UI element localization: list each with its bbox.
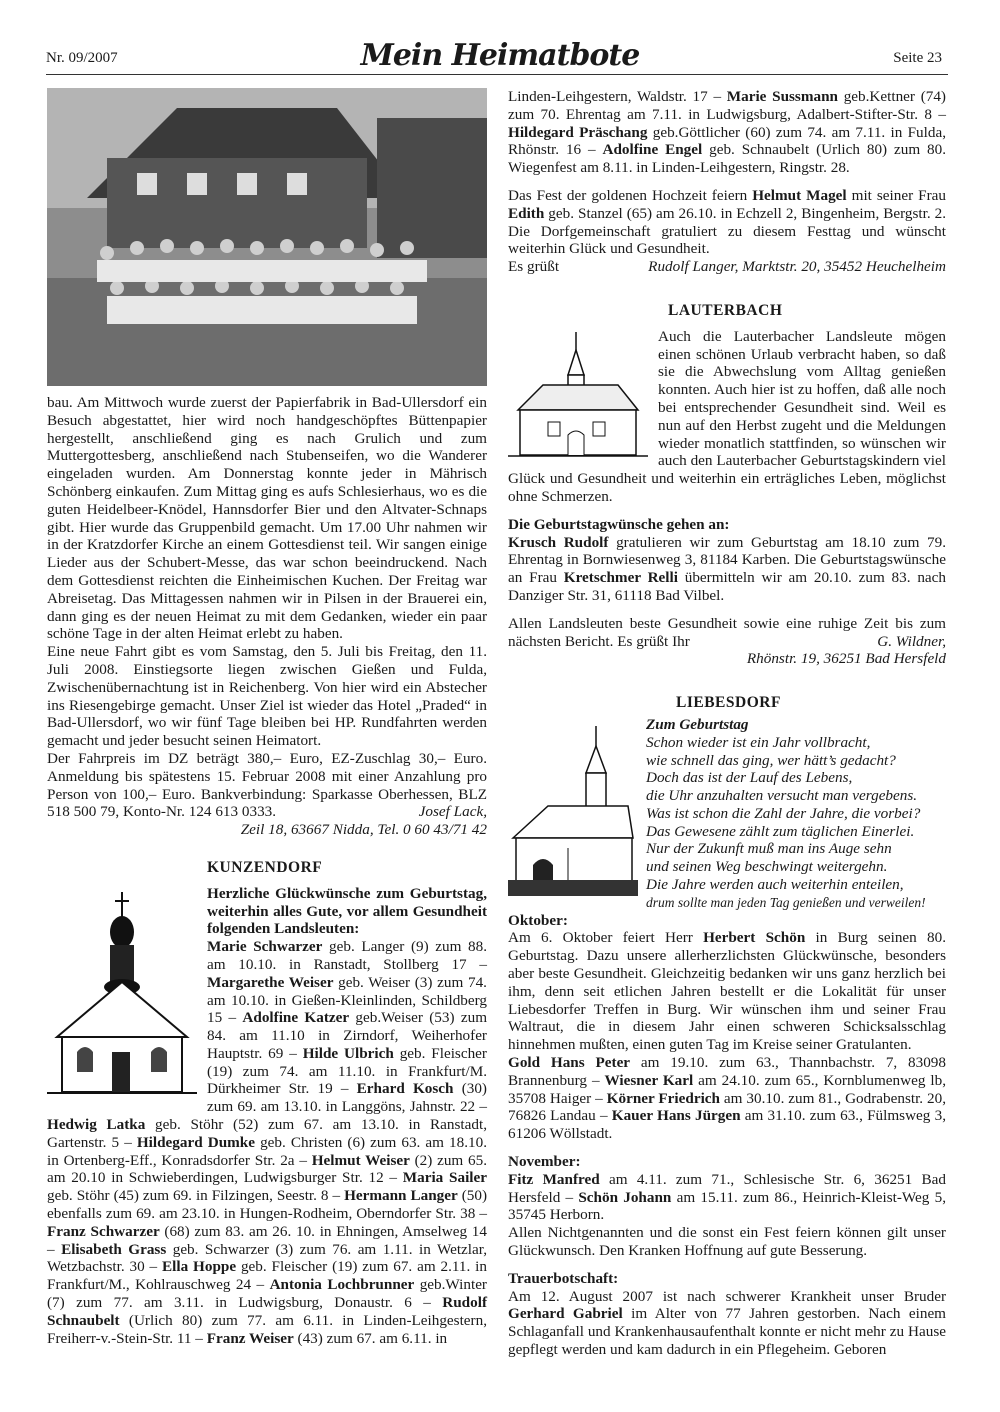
group-photo (47, 88, 487, 386)
kunz-name: Franz Weiser (206, 1329, 294, 1347)
kunz-details: geb. Stöhr (52) zum 67. am 13.10. in Ranstadt, Gartenstr. 5 – (47, 1116, 487, 1151)
sign-name: Josef Lack, (418, 803, 487, 821)
kunz-details: geb. Schwarzer (3) zum 76. am 1.11. in Wetzlar, Wetzbachstr. 30 – (47, 1240, 488, 1276)
kunz-name: Franz Schwarzer (47, 1222, 160, 1240)
lauterbach-closing: Allen Landsleuten beste Gesundheit sowie eine ruhige Zeit bis zum nächsten Bericht. Es grüßt Ihr G. Wildner, (508, 614, 946, 650)
left-column (47, 88, 487, 1347)
issue-number: Nr. 09/2007 (46, 50, 118, 66)
kunz-name: Hildegard Dumke (136, 1133, 255, 1151)
kunz-name: Margarethe Weiser (207, 973, 334, 991)
mourning-text: Am 12. August 2007 ist nach schwerer Krankheit unser Bruder Gerhard Gabriel im Alter von 77 Jahren gestorben. Nach einem Schlaganfall und Krankenhausaufenthalt konnte er nicht mehr zu Hause gepflegt werden und kam dadurch in ein Pflegeheim. Geboren (508, 1287, 946, 1358)
kunzendorf-heading: KUNZENDORF (207, 858, 323, 876)
sign-address: Zeil 18, 63667 Nidda, Tel. 0 60 43/71 42 (240, 821, 487, 839)
kunz-details: (30) zum 69. am 13.10. in Langgöns, Jahnstr. 22 – (207, 1080, 487, 1116)
kunz-name: Maria Sailer (402, 1169, 487, 1187)
poem-line: drum sollte man jeden Tag genießen und verweilen! (646, 894, 926, 910)
liebesdorf-church-drawing (508, 718, 638, 903)
october-heading: Oktober: (508, 911, 568, 929)
lauterbach-text: Auch die Lauterbacher Landsleute mögen einen schönen Urlaub verbracht haben, so daß sie die Abwechslung vom Alltag genießen konnten. Auch hier ist zu hoffen, daß alle noch bei entsprechender Gesundheit sind. Weil es nun auf den Herbst zugeht und die Meldungen wieder monatlich stattfinden, so wünschen wir auch den Lauterbacher Geburtstagskindern viel Glück und Gesundheit und weiterhin ein erträgliches Leben, möglichst ohne Schmerzen. (508, 327, 946, 505)
page-header (0, 0, 1000, 80)
kunz-details: geb. Christen (6) zum 63. am 18.10. in Ortenberg-Eff., Konradsdorfer Str. 2a – (47, 1133, 488, 1169)
kunz-details: geb. Fleischer (19) zum 67. am 2.11. in Frankfurt/M., Kohlrauschweg 24 – (47, 1258, 487, 1294)
price-paragraph: Der Fahrpreis im DZ beträgt 380,– Euro, EZ-Zuschlag 30,– Euro. Anmeldung bis spätestens 15. Februar 2008 mit einer Anzahlung pro Person von 100,– Euro. Bankverbindung: Sparkasse Oberhessen, BLZ 518 500 79, Konto-Nr. 124 613 0333. Josef Lack, (47, 749, 487, 821)
greeting-line: Es grüßt Rudolf Langer, Marktstr. 20, 35452 Heuchelheim (508, 258, 946, 276)
kunz-name: Helmut Weiser (311, 1151, 410, 1169)
kunz-name: Ella Hoppe (162, 1258, 237, 1276)
lauterbach-subheading: Die Geburtstagwünsche gehen an: (508, 515, 730, 533)
mourning-heading: Trauerbotschaft: (508, 1269, 619, 1287)
kunz-name: Elisabeth Grass (61, 1240, 167, 1258)
kunz-details: (43) zum 67. am 6.11. in (293, 1329, 448, 1347)
poem-title: Zum Geburtstag (646, 715, 749, 733)
kunz-details: (2) zum 65. am 20.10 in Schwieberdingen, Ludwigsburger Str. 12 – (47, 1151, 488, 1187)
kunz-details: geb.Weiser (53) zum 84. am 11.10 in Zirndorf, Weiherhofer Hauptstr. 69 – (207, 1009, 488, 1062)
poem-line: Nur der Zukunft muß man ins Auge sehn (646, 840, 892, 858)
liebesdorf-heading: LIEBESDORF (676, 694, 781, 712)
kunz-name: Hedwig Latka (47, 1116, 146, 1134)
november-closing: Allen Nichtgenannten und die sonst ein Fest feiern können gilt unser Glückwunsch. Den Kranken Hoffnung auf gute Besserung. (508, 1224, 946, 1260)
october-list: Gold Hans Peter am 19.10. zum 63., Thannbachstr. 7, 83098 Brannenburg – Wiesner Karl am 24.10. zum 65., Kornblumenweg lb, 35708 Haiger – Körner Friedrich am 30.10. zum 81., Godrabenstr. 20, 76826 Landau – Kauer Hans Jürgen am 31.10. zum 63., Fülmsweg 3, 61206 Wöllstadt. (508, 1054, 947, 1143)
report-paragraph: bau. Am Mittwoch wurde zuerst der Papierfabrik in Bad-Ullersdorf ein Besuch abgestattet, hier wird noch handgeschöpftes Büttenpapier hergestellt, anschließend ging es nach Grulich und zum Muttergottesberg, anschließend nach Stubenseifen, wo die Wanderer eingeladen wurden. Am Donnerstag konnte jeder in Mährisch Schönberg einkaufen. Zum Mittag ging es aufs Schlesierhaus, wo es die guten Heidelbeer-Knödel, Hannsdorfer Bier und den Altvater-Schnaps gibt. Hier wurde das Gruppenbild gemacht. Um 17.00 Uhr nahmen wir in der Kratzdorfer Kirche an einem Gottesdienst teil. Wir sangen einige Lieder aus der Schubert-Messe, das war schon beeindruckend. Nach dem Gottesdienst reichten die Einheimischen Kuchen. Der Freitag war Abreisetag. Das Mittagessen nahmen wir in Pilsen in der Brauerei ein, dann ging es der neuen Heimat zu mit dem Gedanken, wieder ein paar schöne Tage in der alten Heimat erlebt zu haben. (47, 394, 487, 643)
poem-line: Doch das ist der Lauf des Lebens, (646, 769, 853, 787)
trip-paragraph: Eine neue Fahrt gibt es vom Samstag, den 5. Juli bis Freitag, den 11. Juli 2008. Einstiegsorte liegen zwischen Gießen und Fulda, Zwischenübernachtung ist in Reichenberg. Von hier wird ein Abstecher ins Riesengebirge gemacht. Unser Ziel ist wieder das Hotel „Praded“ in Bad-Ullersdorf, wo wir fünf Tage bleiben bei HP. Rundfahrten werden gemacht und jeder besucht seinen Heimatort. (47, 643, 487, 750)
october-text: Am 6. Oktober feiert Herr Herbert Schön in Burg seinen 80. Geburtstag. Dazu unsere allerherzlichsten Glückwünsche, besonders aber beste Gesundheit. Gleichzeitig bedanken wir uns ganz herzlich bei ihm, denn seit etlichen Jahren bestellt er die Lokalität für unser Liebesdorfer Treffen in Burg. Wir wünschen ihm und seiner Frau Waltraut, die in diesem Jahr einen schweren Schicksalsschlag hinnehmen mußten, einen guten Tag im Kreise seiner Gratulanten. (508, 929, 946, 1054)
lauterbach-sign-address: Rhönstr. 19, 36251 Bad Hersfeld (746, 650, 946, 668)
kunz-details: (Urlich 80) zum 77. am 6.11. in Linden-Leihgestern, Freiherr-v.-Stein-Str. 11 – (47, 1311, 487, 1347)
kunz-name: Marie Schwarzer (207, 938, 323, 956)
kunzendorf-intro: Herzliche Glückwünsche zum Geburtstag, weiterhin alles Gute, vor allem Gesundheit folgenden Landsleuten: (207, 884, 487, 938)
lauterbach-birthdays: Krusch Rudolf gratulieren wir zum Geburtstag am 18.10 zum 79. Ehrentag in Bornwiesenweg 3, 81184 Karben. Die Geburtstagswünsche an Frau Kretschmer Relli übermitteln wir am 20.10. zum 83. nach Danziger Str. 31, 61118 Bad Vilbel. (508, 533, 946, 604)
kunz-name: Erhard Kosch (356, 1080, 454, 1098)
lauterbach-chapel-drawing (508, 330, 648, 465)
november-list: Fitz Manfred am 4.11. zum 71., Schlesische Str. 6, 36251 Bad Hersfeld – Schön Johann am 15.11. zum 86., Heinrich-Kleist-Weg 5, 35745 Herborn. (508, 1170, 946, 1224)
lauterbach-heading: LAUTERBACH (668, 301, 783, 319)
kunz-name: Adolfine Katzer (242, 1009, 350, 1027)
kunz-name: Hilde Ulbrich (302, 1044, 394, 1062)
kunz-details: geb. Langer (9) zum 88. am 10.10. in Ranstadt, Stollberg 17 – (207, 938, 487, 973)
kunz-name: Rudolf Schnaubelt (47, 1294, 487, 1329)
birthday-paragraph: Linden-Leihgestern, Waldstr. 17 – Marie Sussmann geb.Kettner (74) zum 70. Ehrentag am 7.11. in Ludwigsburg, Adalbert-Stifter-Str. 8 – Hildegard Präschang geb.Göttlicher (60) zum 74. am 7.11. in Fulda, Rhönstr. 16 – Adolfine Engel geb. Schnaubelt (Urlich 80) zum 80. Wiegenfest am 8.11. in Linden-Leihgestern, Ringstr. 28. (508, 88, 947, 177)
right-column (508, 88, 946, 1359)
kunz-details: geb. Weiser (3) zum 74. am 10.10. in Gießen-Kleinlinden, Schildberg 15 – (207, 973, 487, 1027)
page-number: Seite 23 (893, 50, 942, 66)
poem-line: und seinen Weg beschwingt weitergehn. (646, 858, 888, 876)
poem-line: Schon wieder ist ein Jahr vollbracht, (646, 733, 871, 751)
golden-wedding-paragraph: Das Fest der goldenen Hochzeit feiern Helmut Magel mit seiner Frau Edith geb. Stanzel (65) am 26.10. in Echzell 2, Bingenheim, Bergstr. 2. Die Dorfgemeinschaft gratuliert zu diesem Festtag und wünscht weiterhin Glück und Gesundheit. (508, 186, 946, 258)
poem-line: Die Jahre werden auch weiterhin enteilen, (646, 876, 904, 894)
kunz-name: Hermann Langer (344, 1187, 458, 1205)
kunz-details: (50) ebenfalls zum 69. am 23.10. in Hungen-Rodheim, Oberndorfer Str. 38 – (47, 1187, 487, 1223)
poem-line: Was ist schon die Zahl der Jahre, die vorbei? (646, 804, 921, 822)
november-heading: November: (508, 1153, 581, 1171)
kunz-name: Antonia Lochbrunner (269, 1276, 415, 1294)
poem-line: wie schnell das ging, wer hätt’s gedacht? (646, 751, 896, 769)
poem-line: die Uhr anzuhalten versucht man vergebens. (646, 787, 918, 805)
poem-line: Das Gewesene zählt zum täglichen Einerlei. (646, 822, 915, 840)
header-rule (46, 74, 948, 75)
kunz-details: geb. Fleischer (19) zum 74. am 11.10. in Frankfurt/M. Dürkheimer Str. 19 – (207, 1044, 487, 1098)
masthead-logo: Mein Heimatbote (360, 38, 640, 73)
church-drawing (47, 887, 197, 1102)
kunz-details: (68) zum 83. am 26. 10. in Ehningen, Amselweg 14 – (47, 1222, 487, 1258)
kunz-details: geb.Winter (7) zum 77. am 3.11. in Ludwigsburg, Donaustr. 6 – (47, 1276, 487, 1312)
kunz-details: geb. Stöhr (45) zum 69. in Filzingen, Seestr. 8 – (47, 1187, 345, 1205)
